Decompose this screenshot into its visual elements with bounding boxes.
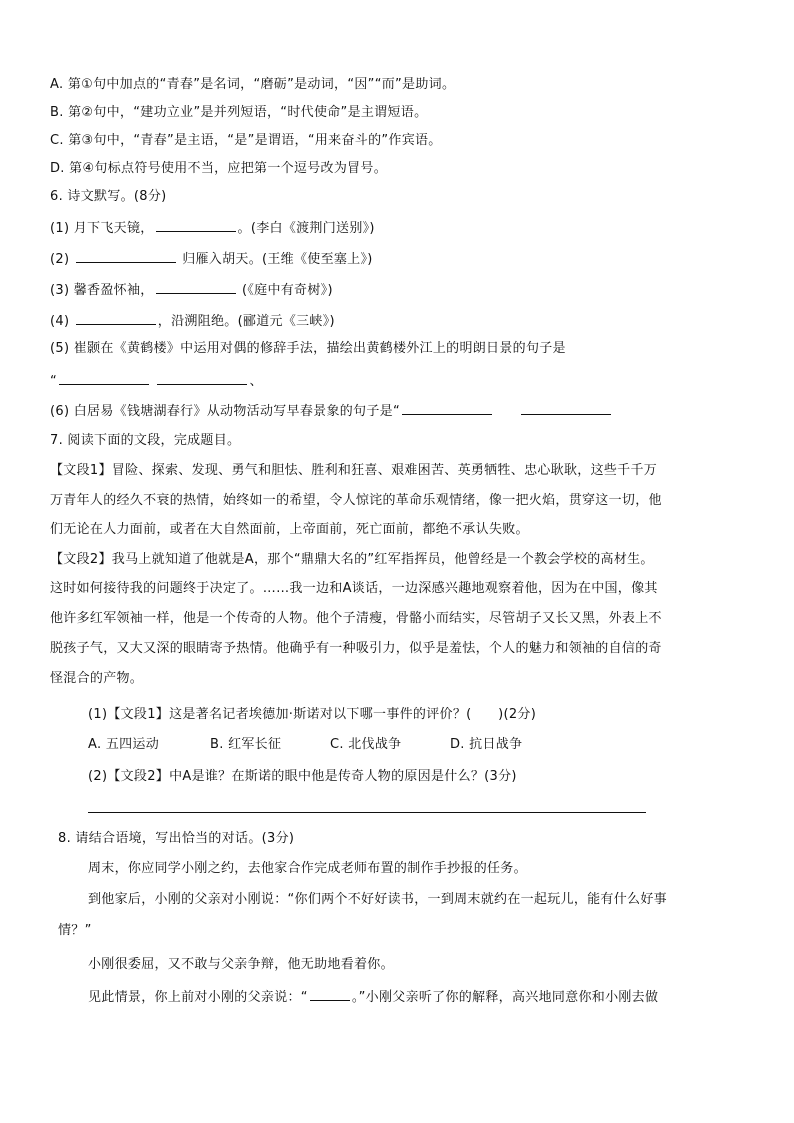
passage-1-line: 们无论在人力面前，或者在大自然面前，上帝面前，死亡面前，都绝不承认失败。 — [50, 522, 529, 537]
passage-2-line: 这时如何接待我的问题终于决定了。……我一边和A谈话，一边深感兴趣地观察着他，因为在中国，像其 — [50, 581, 658, 596]
passage-1-line: 【文段1】冒险、探索、发现、勇气和胆怯、胜利和狂喜、艰难困苦、英勇牺牲、忠心耿耿，这些千千万 — [50, 463, 658, 478]
q6-line-5: (5) 崔颢在《黄鹤楼》中运用对偶的修辞手法，描绘出黄鹤楼外江上的明朗日景的句子是 — [50, 341, 566, 356]
answer-line[interactable] — [88, 812, 646, 813]
choice-a[interactable]: A. 五四运动 — [88, 737, 160, 752]
q6-1-suffix: 。(李白《渡荆门送别》) — [237, 221, 375, 236]
q6-3-suffix: (《庭中有奇树》) — [241, 283, 333, 298]
q8-heading: 8. 请结合语境，写出恰当的对话。(3分) — [58, 831, 295, 846]
q6-1-prefix: (1) 月下飞天镜， — [50, 221, 154, 236]
q6-line-4 — [50, 311, 335, 331]
passage-2-line: 【文段2】我马上就知道了他就是A，那个“鼎鼎大名的”红军指挥员，他曾经是一个教会学校的高材生。 — [50, 552, 654, 567]
option-c: C. 第③句中，“青春”是主语，“是”是谓语，“用来奋斗的”作宾语。 — [50, 133, 442, 148]
q8-context-line: 周末，你应同学小刚之约，去他家合作完成老师布置的制作手抄报的任务。 — [88, 861, 527, 876]
q7-heading: 7. 阅读下面的文段，完成题目。 — [50, 433, 241, 448]
q8-answer-prefix: 见此情景，你上前对小刚的父亲说：“ — [88, 990, 308, 1005]
q6-5-separator: 、 — [249, 374, 263, 389]
q8-context-line: 小刚很委屈，又不敢与父亲争辩，他无助地看着你。 — [88, 957, 394, 972]
option-d: D. 第④句标点符号使用不当，应把第一个逗号改为冒号。 — [50, 161, 388, 176]
answer-blank[interactable] — [156, 280, 236, 294]
q6-heading: 6. 诗文默写。(8分) — [50, 189, 167, 204]
answer-blank[interactable] — [76, 311, 156, 325]
q8-context-line: 到他家后，小刚的父亲对小刚说：“你们两个不好好读书，一到周末就约在一起玩儿，能有什么好事 — [88, 892, 667, 907]
q8-context-line: 情？” — [58, 923, 92, 938]
q7-sub-question-1: (1)【文段1】这是著名记者埃德加·斯诺对以下哪一事件的评价？( )(2分) — [88, 707, 537, 722]
q6-2-prefix: (2) — [50, 252, 70, 267]
answer-blank[interactable] — [402, 401, 492, 415]
q8-answer-suffix: 。”小刚父亲听了你的解释，高兴地同意你和小刚去做 — [351, 990, 659, 1005]
q6-4-prefix: (4) — [50, 314, 70, 329]
q6-line-6 — [50, 401, 613, 421]
q8-answer-line — [88, 987, 658, 1007]
passage-2-line: 他许多红军领袖一样，他是一个传奇的人物。他个子清瘦，骨骼小而结实，尽管胡子又长又黑，外表上不 — [50, 611, 662, 626]
q6-3-prefix: (3) 馨香盈怀袖， — [50, 283, 154, 298]
q7-sub-question-2: (2)【文段2】中A是谁？在斯诺的眼中他是传奇人物的原因是什么？(3分) — [88, 769, 517, 784]
q6-line-5-answers — [50, 371, 263, 391]
answer-blank[interactable] — [156, 218, 236, 232]
q6-2-suffix: 归雁入胡天。(王维《使至塞上》) — [182, 252, 373, 267]
q6-5-open-quote: “ — [50, 374, 58, 389]
answer-blank[interactable] — [521, 401, 611, 415]
passage-1-line: 万青年人的经久不衰的热情，始终如一的希望，令人惊诧的革命乐观情绪，像一把火焰，贯穿这一切，他 — [50, 493, 662, 508]
answer-blank[interactable] — [310, 987, 350, 1001]
answer-blank[interactable] — [157, 371, 247, 385]
choice-b[interactable]: B. 红军长征 — [210, 737, 282, 752]
passage-2-line: 脱孩子气，又大又深的眼睛寄予热情。他确乎有一种吸引力，似乎是羞怯，个人的魅力和领袖的自信的奇 — [50, 641, 662, 656]
q6-line-3 — [50, 280, 333, 300]
answer-blank[interactable] — [59, 371, 149, 385]
q6-line-2 — [50, 249, 373, 269]
option-a: A. 第①句中加点的“青春”是名词，“磨砺”是动词，“因”“而”是助词。 — [50, 77, 456, 92]
choice-c[interactable]: C. 北伐战争 — [330, 737, 402, 752]
q6-line-1 — [50, 218, 375, 238]
answer-blank[interactable] — [76, 249, 176, 263]
passage-2-line: 怪混合的产物。 — [50, 671, 144, 686]
q6-6-text: (6) 白居易《钱塘湖春行》从动物活动写早春景象的句子是“ — [50, 404, 400, 419]
choice-d[interactable]: D. 抗日战争 — [450, 737, 523, 752]
q6-4-suffix: ，沿溯阻绝。(郦道元《三峡》) — [157, 314, 335, 329]
option-b: B. 第②句中，“建功立业”是并列短语，“时代使命”是主谓短语。 — [50, 105, 428, 120]
